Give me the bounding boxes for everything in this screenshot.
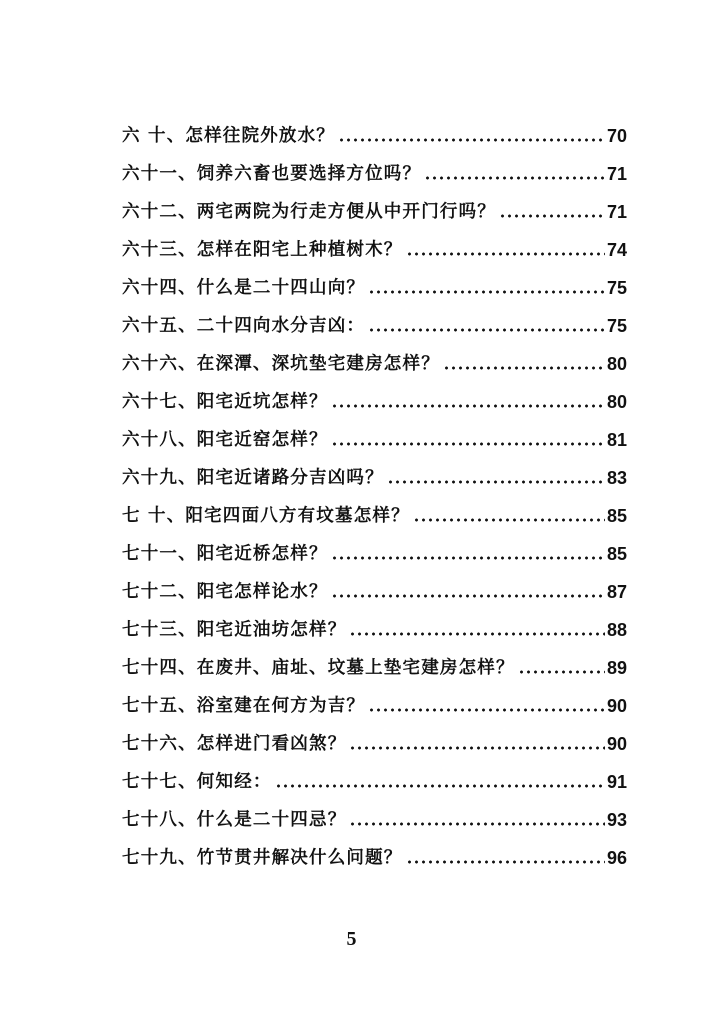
toc-entry-page-number: 80 [606,392,627,412]
toc-entry [122,190,627,228]
toc-entry-title: 七十一、阳宅近桥怎样？ [122,544,328,564]
toc-entry-page-number: 75 [606,278,627,298]
dot-leader [443,351,605,371]
toc-entry-title: 六十七、阳宅近坑怎样？ [122,392,328,412]
dot-leader [387,465,605,485]
page-number: 5 [346,928,357,950]
dot-leader [406,845,605,865]
table-of-contents [122,114,627,874]
toc-entry-page-number: 71 [606,202,627,222]
toc-entry [122,266,627,304]
toc-entry [122,494,627,532]
toc-entry-title: 六十五、二十四向水分吉凶： [122,316,366,336]
toc-entry-page-number: 90 [606,734,627,754]
dot-leader [331,389,605,409]
toc-entry-title: 六十六、在深潭、深坑垫宅建房怎样？ [122,354,440,374]
toc-entry-page-number: 81 [606,430,627,450]
toc-entry [122,418,627,456]
toc-entry-title: 六 十、怎样往院外放水？ [122,126,335,146]
dot-leader [331,579,605,599]
dot-leader [518,655,605,675]
toc-entry-page-number: 74 [606,240,627,260]
toc-entry [122,684,627,722]
toc-entry-page-number: 70 [606,126,627,146]
dot-leader [349,617,605,637]
toc-entry [122,798,627,836]
dot-leader [368,313,605,333]
toc-entry-title: 七十五、浴室建在何方为吉？ [122,696,366,716]
toc-entry-title: 七 十、阳宅四面八方有坟墓怎样？ [122,506,410,526]
toc-entry [122,836,627,874]
toc-entry [122,646,627,684]
toc-entry-page-number: 71 [606,164,627,184]
dot-leader [368,693,605,713]
dot-leader [424,161,605,181]
toc-entry-title: 七十九、竹节贯井解决什么问题？ [122,848,403,868]
toc-entry-title: 六十八、阳宅近窑怎样？ [122,430,328,450]
toc-entry-title: 七十四、在废井、庙址、坟墓上垫宅建房怎样？ [122,658,515,678]
dot-leader [331,541,605,561]
toc-entry-title: 六十九、阳宅近诸路分吉凶吗？ [122,468,384,488]
toc-entry [122,380,627,418]
dot-leader [331,427,605,447]
toc-entry-title: 六十一、饲养六畜也要选择方位吗？ [122,164,422,184]
toc-entry-page-number: 91 [606,772,627,792]
dot-leader [368,275,605,295]
toc-entry [122,760,627,798]
toc-entry-page-number: 85 [606,506,627,526]
toc-entry-page-number: 87 [606,582,627,602]
toc-entry-title: 七十二、阳宅怎样论水？ [122,582,328,602]
toc-entry-title: 七十三、阳宅近油坊怎样？ [122,620,347,640]
dot-leader [499,199,605,219]
dot-leader [275,769,605,789]
toc-entry-page-number: 96 [606,848,627,868]
dot-leader [413,503,605,523]
toc-entry-page-number: 90 [606,696,627,716]
toc-entry-page-number: 85 [606,544,627,564]
toc-entry [122,228,627,266]
toc-entry [122,570,627,608]
dot-leader [406,237,605,257]
toc-entry-title: 七十七、何知经： [122,772,272,792]
dot-leader [338,123,605,143]
toc-entry-page-number: 80 [606,354,627,374]
toc-entry-title: 六十二、两宅两院为行走方便从中开门行吗？ [122,202,496,222]
toc-entry-page-number: 83 [606,468,627,488]
toc-entry-page-number: 88 [606,620,627,640]
toc-entry [122,304,627,342]
toc-entry-title: 七十六、怎样进门看凶煞？ [122,734,347,754]
dot-leader [349,731,605,751]
toc-entry [122,114,627,152]
toc-entry [122,152,627,190]
toc-entry-title: 七十八、什么是二十四忌？ [122,810,347,830]
toc-entry-page-number: 75 [606,316,627,336]
toc-entry-title: 六十四、什么是二十四山向？ [122,278,366,298]
dot-leader [349,807,605,827]
toc-entry-title: 六十三、怎样在阳宅上种植树木？ [122,240,403,260]
toc-entry-page-number: 93 [606,810,627,830]
toc-entry-page-number: 89 [606,658,627,678]
toc-entry [122,342,627,380]
toc-entry [122,722,627,760]
toc-entry [122,456,627,494]
toc-entry [122,608,627,646]
toc-entry [122,532,627,570]
